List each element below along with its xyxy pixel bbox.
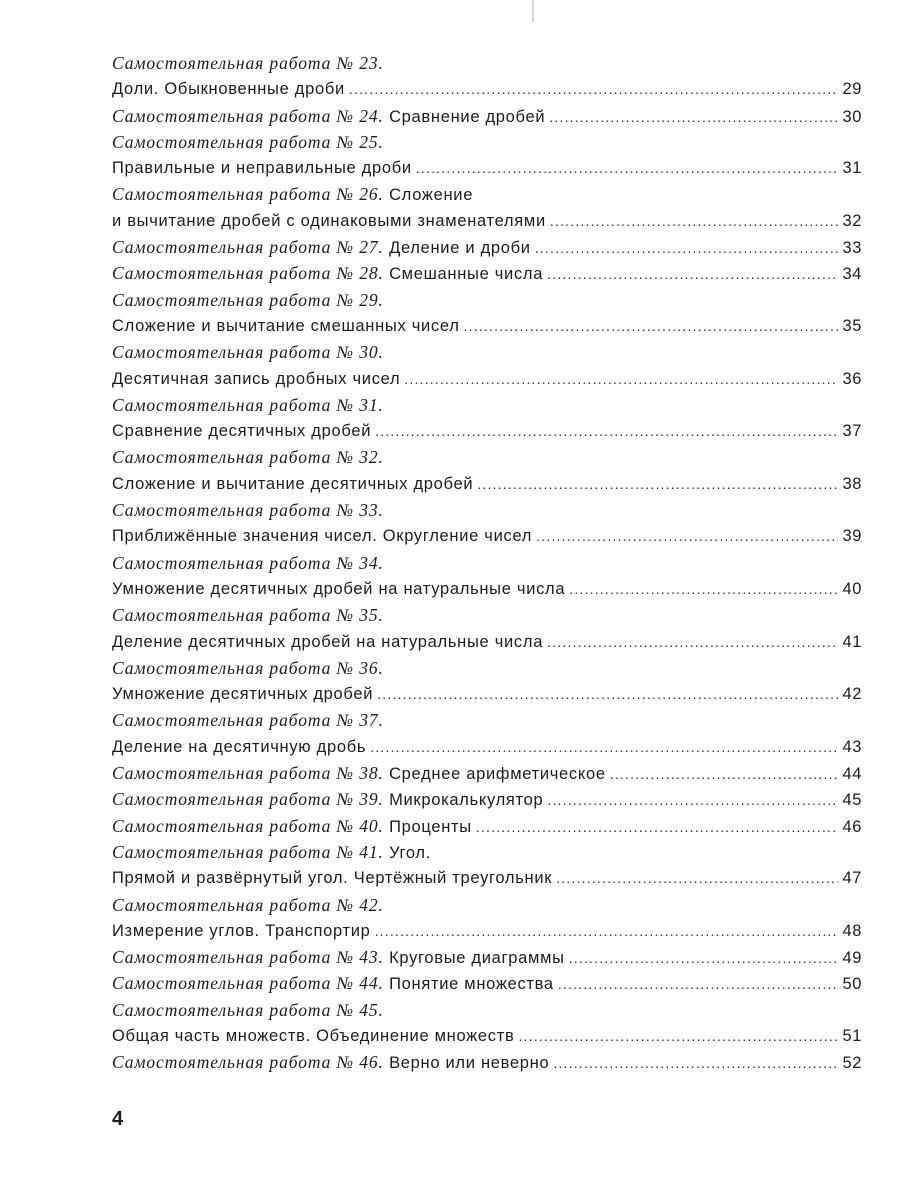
topic-title: Правильные и неправильные дроби (112, 159, 412, 178)
toc-page-number: 31 (842, 159, 862, 178)
topic-title: Сравнение десятичных дробей (112, 422, 372, 441)
toc-line (112, 786, 862, 812)
toc-line (112, 576, 862, 602)
topic-title: Микрокалькулятор (383, 791, 544, 810)
toc-line (112, 813, 862, 839)
toc-line (112, 944, 862, 970)
topic-title: Доли. Обыкновенные дроби (112, 80, 345, 99)
work-number: Самостоятельная работа № 40. (112, 815, 384, 836)
work-number: Самостоятельная работа № 28. (112, 263, 384, 284)
toc-line (112, 1023, 862, 1049)
toc-page-number: 42 (842, 685, 862, 704)
toc-line (112, 208, 862, 234)
toc-page-number: 35 (842, 316, 862, 335)
work-number: Самостоятельная работа № 34. (112, 552, 384, 573)
toc-line (112, 970, 862, 996)
toc-line (112, 392, 862, 418)
work-number: Самостоятельная работа № 23. (112, 53, 384, 73)
topic-title: Сложение и вычитание смешанных чисел (112, 316, 460, 335)
toc-page-number: 44 (842, 765, 862, 784)
toc-line (112, 471, 862, 497)
toc-line (112, 260, 862, 286)
dot-leader (518, 1023, 838, 1049)
dot-leader (370, 734, 838, 760)
toc-line (112, 1049, 862, 1075)
toc-line (112, 234, 862, 260)
topic-title: Сложение и вычитание десятичных дробей (112, 474, 474, 493)
toc-line (112, 339, 862, 365)
gutter-mark (532, 0, 534, 22)
toc-line (112, 734, 862, 760)
dot-leader (416, 155, 839, 181)
topic-title: Сравнение дробей (383, 107, 546, 126)
toc-line (112, 892, 862, 918)
toc-page-number: 41 (842, 632, 862, 651)
toc-line (112, 418, 862, 444)
toc-page-number: 47 (842, 869, 862, 888)
toc-line (112, 681, 862, 707)
dot-leader (558, 971, 839, 997)
toc-page-number: 48 (842, 921, 862, 940)
toc-line (112, 602, 862, 628)
toc-page-number: 45 (842, 791, 862, 810)
dot-leader (569, 576, 838, 602)
topic-title: Сложение (383, 186, 474, 205)
dot-leader (547, 629, 838, 655)
topic-title: Деление на десятичную дробь (112, 737, 367, 756)
toc-line (112, 366, 862, 392)
work-number: Самостоятельная работа № 32. (112, 447, 384, 468)
toc-line (112, 50, 862, 76)
topic-title: Общая часть множеств. Объединение множеств (112, 1026, 515, 1045)
toc-line (112, 865, 862, 891)
toc-line (112, 760, 862, 786)
topic-title: Угол. (383, 843, 431, 862)
toc-page-number: 34 (842, 265, 862, 284)
toc-line (112, 155, 862, 181)
work-number: Самостоятельная работа № 38. (112, 763, 384, 784)
toc-page-number: 51 (842, 1026, 862, 1045)
dot-leader (464, 313, 839, 339)
topic-title: Смешанные числа (383, 265, 544, 284)
work-number: Самостоятельная работа № 30. (112, 342, 384, 363)
topic-title: Верно или неверно (383, 1054, 550, 1073)
topic-title: Круговые диаграммы (383, 949, 565, 968)
dot-leader (476, 814, 839, 840)
toc-page-number: 49 (842, 949, 862, 968)
topic-title: Приближённые значения чисел. Округление чисел (112, 527, 533, 546)
dot-leader (547, 261, 838, 287)
toc-line (112, 997, 862, 1023)
toc-line (112, 497, 862, 523)
work-number: Самостоятельная работа № 43. (112, 947, 384, 968)
dot-leader (569, 945, 839, 971)
dot-leader (375, 918, 839, 944)
work-number: Самостоятельная работа № 29. (112, 289, 384, 310)
topic-title: Деление и дроби (383, 239, 531, 258)
work-number: Самостоятельная работа № 44. (112, 973, 384, 994)
toc-page-number: 50 (842, 975, 862, 994)
work-number: Самостоятельная работа № 39. (112, 789, 384, 810)
dot-leader (404, 366, 838, 392)
dot-leader (556, 865, 838, 891)
work-number: Самостоятельная работа № 33. (112, 500, 384, 521)
topic-title: Умножение десятичных дробей (112, 685, 374, 704)
dot-leader (610, 761, 839, 787)
toc-page-number: 43 (842, 737, 862, 756)
dot-leader (349, 76, 839, 102)
toc-line (112, 76, 862, 102)
dot-leader (535, 235, 839, 261)
toc-line (112, 707, 862, 733)
toc-line (112, 918, 862, 944)
dot-leader (375, 418, 838, 444)
toc-page-number: 30 (842, 107, 862, 126)
topic-title: Десятичная запись дробных чисел (112, 369, 401, 388)
work-number: Самостоятельная работа № 24. (112, 105, 384, 126)
toc-page-number: 36 (842, 369, 862, 388)
work-number: Самостоятельная работа № 35. (112, 605, 384, 626)
work-number: Самостоятельная работа № 46. (112, 1052, 384, 1073)
toc-line (112, 655, 862, 681)
toc-line (112, 129, 862, 155)
toc-line (112, 523, 862, 549)
toc-line (112, 313, 862, 339)
toc-page-number: 32 (842, 211, 862, 230)
work-number: Самостоятельная работа № 27. (112, 237, 384, 258)
work-number: Самостоятельная работа № 41. (112, 841, 384, 862)
toc-line (112, 181, 862, 207)
toc-line (112, 103, 862, 129)
topic-title: Измерение углов. Транспортир (112, 921, 371, 940)
topic-title: Среднее арифметическое (383, 765, 606, 784)
work-number: Самостоятельная работа № 37. (112, 710, 384, 731)
toc-page-number: 39 (842, 527, 862, 546)
page-number: 4 (112, 1108, 124, 1130)
toc-line (112, 550, 862, 576)
topic-title: Прямой и развёрнутый угол. Чертёжный треугольник (112, 869, 553, 888)
work-number: Самостоятельная работа № 45. (112, 999, 384, 1020)
toc-page-number: 52 (842, 1054, 862, 1073)
topic-title: Умножение десятичных дробей на натуральные числа (112, 579, 566, 598)
topic-title: Деление десятичных дробей на натуральные числа (112, 632, 544, 651)
dot-leader (477, 471, 838, 497)
toc-page-number: 40 (842, 579, 862, 598)
toc-page-number: 29 (842, 80, 862, 99)
work-number: Самостоятельная работа № 42. (112, 894, 384, 915)
dot-leader (550, 208, 839, 234)
table-of-contents (112, 50, 862, 1076)
toc-line (112, 444, 862, 470)
toc-line (112, 839, 862, 865)
toc-line (112, 629, 862, 655)
toc-page-number: 33 (842, 239, 862, 258)
dot-leader (549, 104, 838, 130)
topic-title: Проценты (383, 817, 472, 836)
topic-title: Понятие множества (383, 975, 554, 994)
work-number: Самостоятельная работа № 31. (112, 394, 384, 415)
dot-leader (547, 787, 838, 813)
work-number: Самостоятельная работа № 25. (112, 131, 384, 152)
dot-leader (377, 681, 838, 707)
toc-page-number: 46 (842, 817, 862, 836)
work-number: Самостоятельная работа № 36. (112, 657, 384, 678)
dot-leader (553, 1050, 838, 1076)
work-number: Самостоятельная работа № 26. (112, 184, 384, 205)
dot-leader (536, 523, 838, 549)
toc-line (112, 287, 862, 313)
topic-title: и вычитание дробей с одинаковыми знаменателями (112, 211, 546, 230)
toc-page-number: 37 (842, 422, 862, 441)
toc-page-number: 38 (842, 474, 862, 493)
